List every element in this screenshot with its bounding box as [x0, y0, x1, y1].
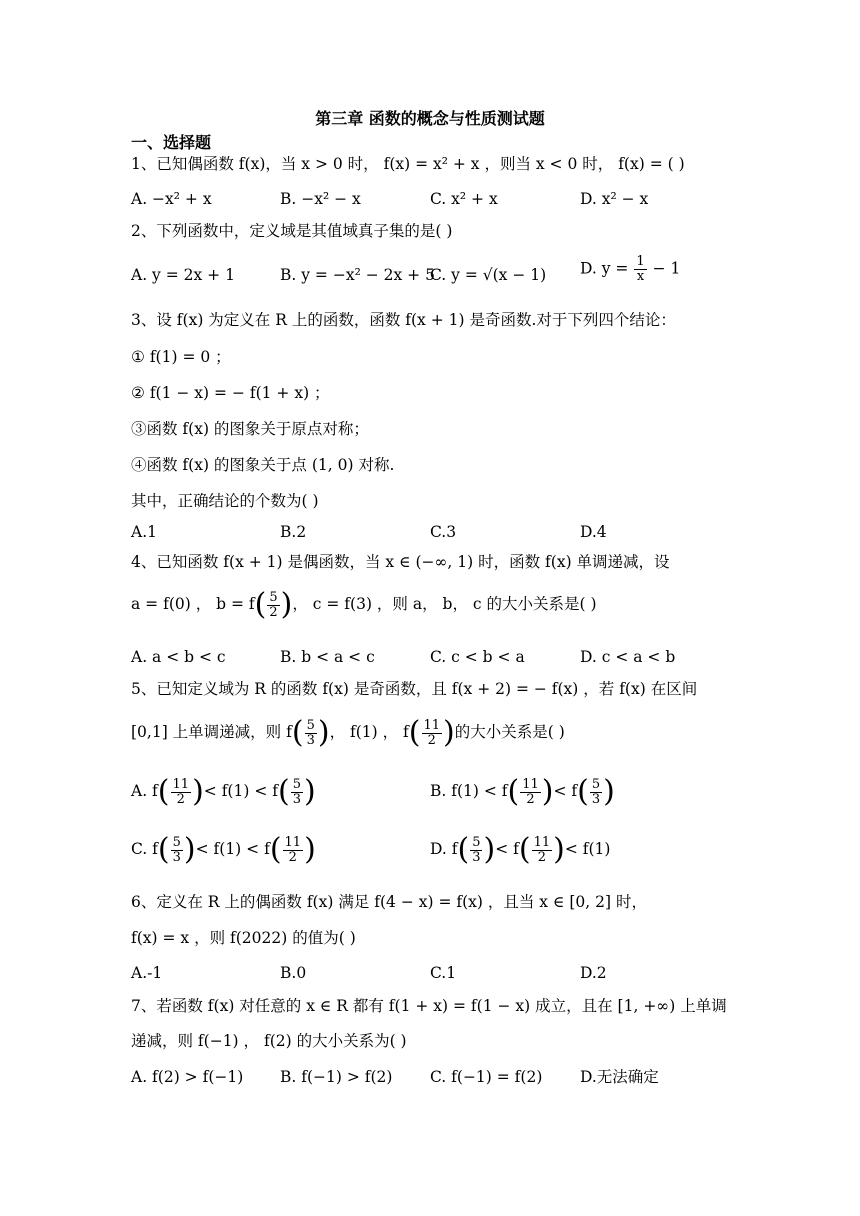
q4-option-d: D. c < a < b	[580, 648, 676, 666]
q7-option-b: B. f(−1) > f(2)	[280, 1068, 393, 1086]
fraction	[532, 836, 553, 865]
q4-line2-post: ， c = f(3) ，则 a， b， c 的大小关系是( )	[292, 595, 597, 613]
numerator: 5	[172, 834, 181, 850]
opt-text: < f(1)	[564, 840, 611, 858]
denominator: 3	[472, 849, 481, 865]
q7-option-a: A. f(2) > f(−1)	[131, 1068, 244, 1086]
fraction	[520, 778, 541, 807]
denominator: x	[636, 269, 645, 284]
denominator: 2	[176, 791, 185, 807]
opt-text: < f(1) < f	[203, 782, 278, 800]
q3-option-d: D.4	[580, 523, 607, 541]
numerator: 5	[306, 717, 315, 733]
denominator: 2	[526, 791, 535, 807]
q3-option-a: A.1	[131, 523, 157, 541]
denominator: 3	[591, 791, 601, 807]
q6-stem: 6、定义在 R 上的偶函数 f(x) 满足 f(4 − x) = f(x) ，且当 x ∈ [0, 2] 时，	[131, 893, 647, 911]
q4-option-c: C. c < b < a	[430, 648, 525, 666]
denominator: 2	[269, 604, 278, 620]
q2-option-a: A. y = 2x + 1	[131, 266, 235, 284]
numerator: 11	[172, 776, 190, 792]
denominator: 2	[537, 849, 546, 865]
q3-statement-3: ③函数 f(x) 的图象关于原点对称；	[131, 420, 369, 438]
fraction	[422, 719, 443, 748]
q3-statement-4: ④函数 f(x) 的图象关于点 (1, 0) 对称.	[131, 456, 395, 474]
q2-d-prefix: D. y =	[580, 259, 629, 278]
q1-option-a: A. −x² + x	[131, 190, 212, 208]
fraction	[267, 591, 279, 620]
fraction	[470, 836, 482, 865]
opt-text: C. f	[131, 840, 158, 858]
section-heading: 一、选择题	[131, 133, 212, 152]
opt-text: D. f	[430, 840, 458, 858]
q2-option-c: C. y = √(x − 1)	[430, 266, 547, 284]
numerator: 5	[292, 776, 301, 792]
q6-option-a: A.-1	[131, 964, 163, 982]
q5-option-a: A. f( $\frac{11}{2}$ )< f(1) < f( $\frac{5}{3}$ )	[131, 774, 316, 809]
numerator: 11	[284, 834, 302, 850]
numerator: 11	[533, 834, 551, 850]
opt-text: A. f	[131, 782, 158, 800]
q2-d-suffix: − 1	[652, 259, 681, 278]
fraction	[171, 836, 183, 865]
q7-stem: 7、若函数 f(x) 对任意的 x ∈ R 都有 f(1 + x) = f(1 − x) 成立，且在 [1, +∞) 上单调	[131, 997, 727, 1015]
q5-option-b: B. f(1) < f( $\frac{11}{2}$ )< f( $\frac{5}{3}$ )	[430, 774, 615, 809]
q6-option-d: D.2	[580, 964, 607, 982]
opt-text: < f	[553, 782, 578, 800]
q3-option-c: C.3	[430, 523, 457, 541]
q4-option-b: B. b < a < c	[280, 648, 375, 666]
q6-option-b: B.0	[280, 964, 307, 982]
q1-option-d: D. x² − x	[580, 190, 649, 208]
denominator: 3	[292, 791, 301, 807]
q3-statement-2: ② f(1 − x) = − f(1 + x) ；	[131, 384, 330, 402]
q4-line2-pre: a = f(0) ， b = f	[131, 595, 255, 613]
q5-line-2: [0,1] 上单调递减，则 f( $\frac{5}{3}$ )， f(1) ， f( $\frac{11}{2}$ )的大小关系是( )	[131, 715, 565, 750]
q5-line2-c: 的大小关系是( )	[454, 723, 565, 741]
numerator: 5	[591, 776, 601, 792]
denominator: 2	[427, 732, 436, 748]
q6-option-c: C.1	[430, 964, 457, 982]
opt-text: < f	[495, 840, 519, 858]
q4-stem: 4、已知函数 f(x + 1) 是偶函数，当 x ∈ (−∞, 1) 时，函数 f(x) 单调递减，设	[131, 553, 670, 571]
fraction	[291, 778, 303, 807]
q6-line-2: f(x) = x ，则 f(2022) 的值为( )	[131, 929, 356, 947]
q3-question: 其中，正确结论的个数为( )	[131, 492, 319, 510]
numerator: 11	[522, 776, 539, 792]
numerator: 5	[269, 589, 278, 605]
q7-option-d: D.无法确定	[580, 1068, 659, 1086]
q2-option-b: B. y = −x² − 2x + 5	[280, 266, 435, 284]
denominator: 2	[288, 849, 297, 865]
fraction	[171, 778, 192, 807]
document-title: 第三章 函数的概念与性质测试题	[315, 109, 545, 128]
opt-text: B. f(1) < f	[430, 782, 508, 800]
q3-statement-1: ① f(1) = 0 ；	[131, 348, 231, 366]
q1-option-c: C. x² + x	[430, 190, 498, 208]
q2-stem: 2、下列函数中，定义域是其值域真子集的是( )	[131, 222, 453, 240]
opt-text: < f(1) < f	[195, 840, 270, 858]
fraction	[283, 836, 304, 865]
fraction	[590, 778, 602, 807]
q1-option-b: B. −x² − x	[280, 190, 361, 208]
q2-option-d	[580, 255, 680, 284]
q1-stem: 1、已知偶函数 f(x)，当 x > 0 时， f(x) = x² + x ，则当 x < 0 时， f(x) = ( )	[131, 155, 685, 173]
numerator: 1	[636, 254, 645, 269]
q3-stem: 3、设 f(x) 为定义在 R 上的函数，函数 f(x + 1) 是奇函数.对于下列四个结论：	[131, 311, 676, 329]
q5-line2-b: ， f(1) ， f	[329, 723, 409, 741]
q4-option-a: A. a < b < c	[131, 648, 226, 666]
q4-line-2: a = f(0) ， b = f( $\frac{5}{2}$ )， c = f(3) ，则 a， b， c 的大小关系是( )	[131, 587, 597, 622]
q7-option-c: C. f(−1) = f(2)	[430, 1068, 543, 1086]
numerator: 11	[423, 717, 441, 733]
denominator: 3	[306, 732, 315, 748]
denominator: 3	[172, 849, 181, 865]
q5-option-c: C. f( $\frac{5}{3}$ )< f(1) < f( $\frac{11}{2}$ )	[131, 832, 316, 867]
q3-option-b: B.2	[280, 523, 307, 541]
q5-line2-a: [0,1] 上单调递减，则 f	[131, 723, 292, 741]
q5-stem: 5、已知定义域为 R 的函数 f(x) 是奇函数，且 f(x + 2) = − f(x) ，若 f(x) 在区间	[131, 680, 698, 698]
q7-line-2: 递减，则 f(−1) ， f(2) 的大小关系为( )	[131, 1032, 407, 1050]
fraction	[634, 255, 646, 284]
fraction	[305, 719, 317, 748]
q5-option-d: D. f( $\frac{5}{3}$ )< f( $\frac{11}{2}$ )< f(1)	[430, 832, 611, 867]
numerator: 5	[472, 834, 481, 850]
